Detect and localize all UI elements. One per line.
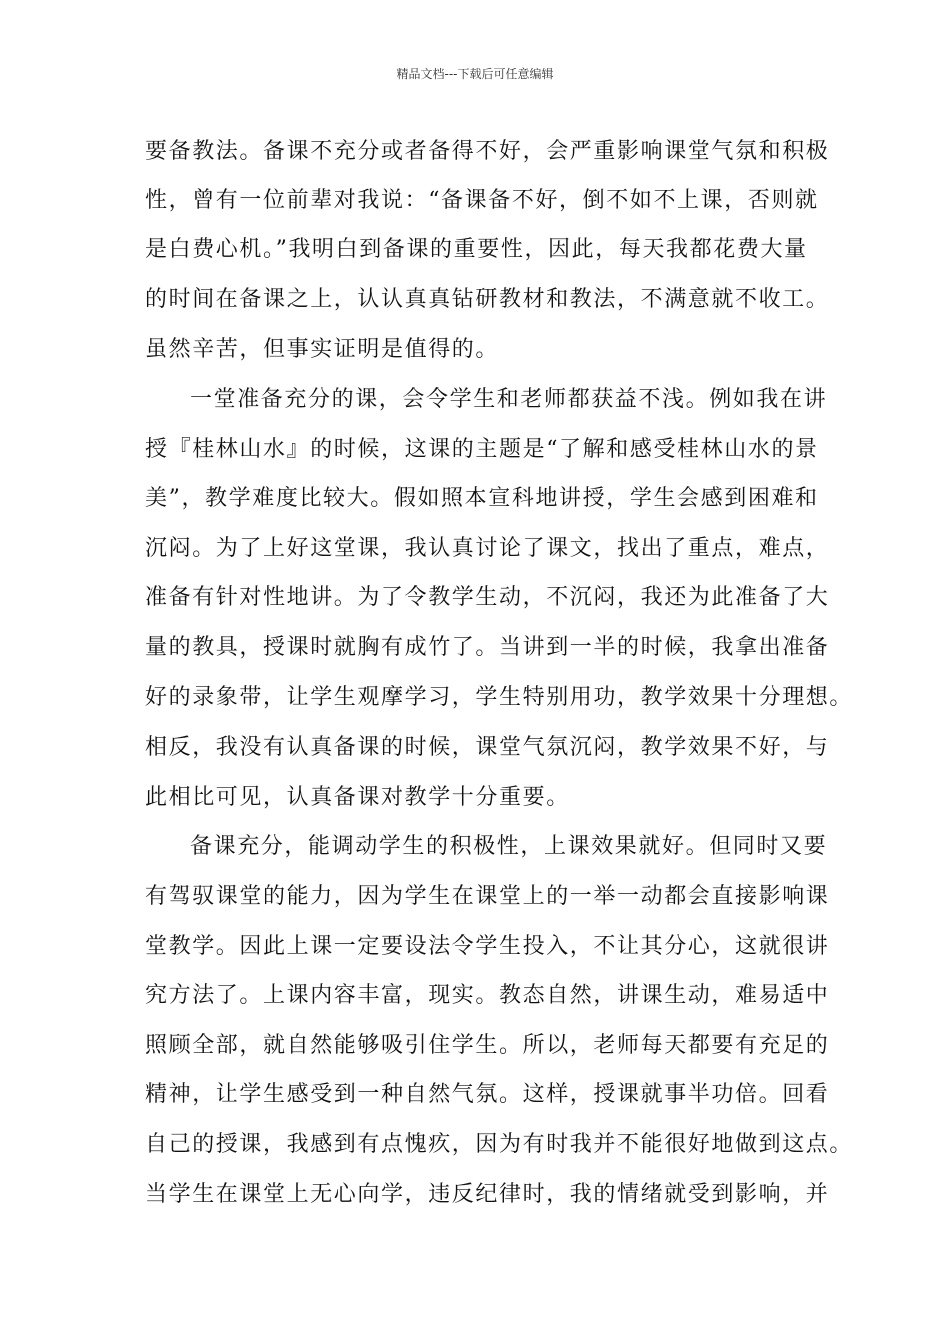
text-line: 性，曾有一位前辈对我说：“备课备不好，倒不如不上课，否则就 [145,188,819,213]
text-line: 量的教具，授课时就胸有成竹了。当讲到一半的时候，我拿出准备 [145,635,830,660]
paragraph-start-line: 一堂准备充分的课，会令学生和老师都获益不浅。例如我在讲 [190,387,828,412]
text-line: 此相比可见，认真备课对教学十分重要。 [145,785,570,810]
text-line: 堂教学。因此上课一定要设法令学生投入，不让其分心，这就很讲 [145,934,830,959]
text-line: 好的录象带，让学生观摩学习，学生特别用功，教学效果十分理想。 [145,685,854,710]
text-line: 的时间在备课之上，认认真真钻研教材和教法，不满意就不收工。 [145,287,830,312]
text-line: 准备有针对性地讲。为了令教学生动，不沉闷，我还为此准备了大 [145,585,830,610]
text-line: 要备教法。备课不充分或者备得不好，会严重影响课堂气氛和积极 [145,139,830,164]
text-line: 授『桂林山水』的时候，这课的主题是“了解和感受桂林山水的景 [145,437,819,462]
text-line: 究方法了。上课内容丰富，现实。教态自然，讲课生动，难易适中 [145,983,830,1008]
text-line: 自己的授课，我感到有点愧疚，因为有时我并不能很好地做到这点。 [145,1132,854,1157]
text-line: 精神，让学生感受到一种自然气氛。这样，授课就事半功倍。回看 [145,1082,830,1107]
page-header: 精品文档---下载后可任意编辑 [396,67,554,81]
text-line: 虽然辛苦，但事实证明是值得的。 [145,337,500,362]
text-line: 沉闷。为了上好这堂课，我认真讨论了课文，找出了重点，难点， [145,536,830,561]
text-line: 照顾全部，就自然能够吸引住学生。所以，老师每天都要有充足的 [145,1033,830,1058]
text-line: 相反，我没有认真备课的时候，课堂气氛沉闷，教学效果不好，与 [145,735,830,760]
paragraph-start-line: 备课充分，能调动学生的积极性，上课效果就好。但同时又要 [190,834,828,859]
text-line: 美”，教学难度比较大。假如照本宣科地讲授，学生会感到困难和 [145,486,819,511]
text-line: 是白费心机。”我明白到备课的重要性，因此，每天我都花费大量 [145,237,808,262]
text-line: 当学生在课堂上无心向学，违反纪律时，我的情绪就受到影响，并 [145,1182,830,1207]
text-line: 有驾驭课堂的能力，因为学生在课堂上的一举一动都会直接影响课 [145,884,830,909]
